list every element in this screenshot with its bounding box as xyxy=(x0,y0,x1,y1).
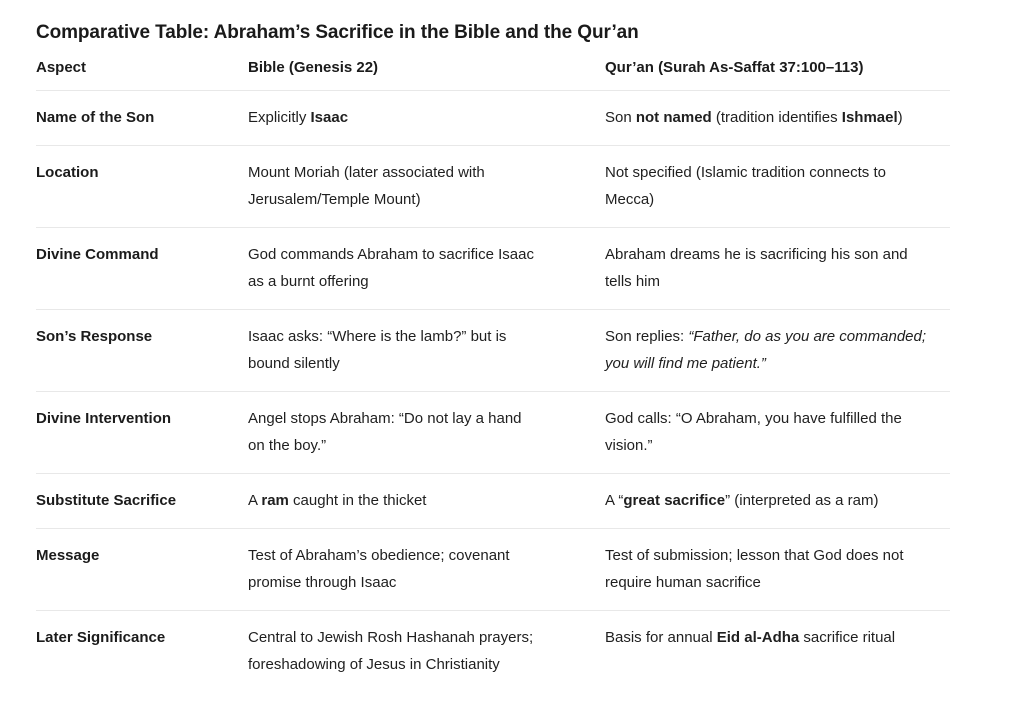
table-row xyxy=(36,146,950,228)
text-segment: (tradition identifies xyxy=(711,109,842,126)
table-row xyxy=(36,91,950,146)
text-segment: Basis for annual xyxy=(605,629,717,646)
text-segment: A xyxy=(248,492,262,509)
quran-cell xyxy=(605,146,950,227)
table-header-row xyxy=(36,56,950,91)
text-segment: Mount Moriah (later associated with Jerusalem/Temple Mount) xyxy=(248,164,485,208)
text-segment: ) xyxy=(897,109,903,126)
text-segment: Angel stops Abraham: “Do not lay a hand on the boy.” xyxy=(248,410,522,454)
comparative-table xyxy=(36,56,950,692)
text-segment: “Father, do as you are commanded; you will find me patient.” xyxy=(605,328,927,372)
quran-cell xyxy=(605,529,950,610)
table-row xyxy=(36,310,950,392)
table-body xyxy=(36,91,950,692)
text-segment: God commands Abraham to sacrifice Isaac as a burnt offering xyxy=(248,246,534,290)
table-row xyxy=(36,392,950,474)
bible-cell xyxy=(248,474,605,528)
aspect-cell: Son’s Response xyxy=(36,328,153,345)
text-segment: Son replies: xyxy=(605,328,689,345)
text-segment: ram xyxy=(261,492,289,509)
text-segment: great sacrifice xyxy=(623,492,726,509)
text-segment: Ishmael xyxy=(841,109,898,126)
aspect-cell: Substitute Sacrifice xyxy=(36,492,177,509)
text-segment: caught in the thicket xyxy=(288,492,427,509)
table-row xyxy=(36,611,950,692)
aspect-cell: Location xyxy=(36,164,99,181)
bible-cell xyxy=(248,91,605,145)
text-segment: God calls: “O Abraham, you have fulfilled the vision.” xyxy=(605,410,902,454)
text-segment: Isaac xyxy=(310,109,349,126)
text-segment: Test of submission; lesson that God does not require human sacrifice xyxy=(605,547,904,591)
bible-cell xyxy=(248,228,605,309)
quran-cell xyxy=(605,392,950,473)
bible-cell xyxy=(248,310,605,391)
bible-cell xyxy=(248,392,605,473)
text-segment: Son xyxy=(605,109,636,126)
text-segment: Explicitly xyxy=(248,109,311,126)
quran-cell xyxy=(605,91,950,145)
text-segment: Abraham dreams he is sacrificing his son and tells him xyxy=(605,246,908,290)
text-segment: Eid al-Adha xyxy=(716,629,800,646)
column-header-aspect: Aspect xyxy=(36,59,87,76)
quran-cell xyxy=(605,228,950,309)
text-segment: Not specified (Islamic tradition connects to Mecca) xyxy=(605,164,886,208)
aspect-cell: Name of the Son xyxy=(36,109,155,126)
page-title: Comparative Table: Abraham’s Sacrifice in the Bible and the Qur’an xyxy=(36,22,639,43)
bible-cell xyxy=(248,146,605,227)
text-segment: Central to Jewish Rosh Hashanah prayers; foreshadowing of Jesus in Christianity xyxy=(248,629,534,673)
aspect-cell: Divine Command xyxy=(36,246,159,263)
text-segment: A “ xyxy=(605,492,624,509)
column-header-bible: Bible (Genesis 22) xyxy=(248,59,379,76)
bible-cell xyxy=(248,611,605,692)
table-row xyxy=(36,228,950,310)
column-header-quran: Qur’an (Surah As-Saffat 37:100–113) xyxy=(605,59,864,76)
aspect-cell: Message xyxy=(36,547,100,564)
quran-cell xyxy=(605,611,950,692)
quran-cell xyxy=(605,474,950,528)
aspect-cell: Later Significance xyxy=(36,629,166,646)
text-segment: not named xyxy=(635,109,712,126)
text-segment: sacrifice ritual xyxy=(799,629,896,646)
aspect-cell: Divine Intervention xyxy=(36,410,172,427)
text-segment: Isaac asks: “Where is the lamb?” but is bound silently xyxy=(248,328,507,372)
quran-cell xyxy=(605,310,950,391)
table-row xyxy=(36,529,950,611)
text-segment: Test of Abraham’s obedience; covenant promise through Isaac xyxy=(248,547,510,591)
bible-cell xyxy=(248,529,605,610)
text-segment: ” (interpreted as a ram) xyxy=(725,492,879,509)
table-row xyxy=(36,474,950,529)
